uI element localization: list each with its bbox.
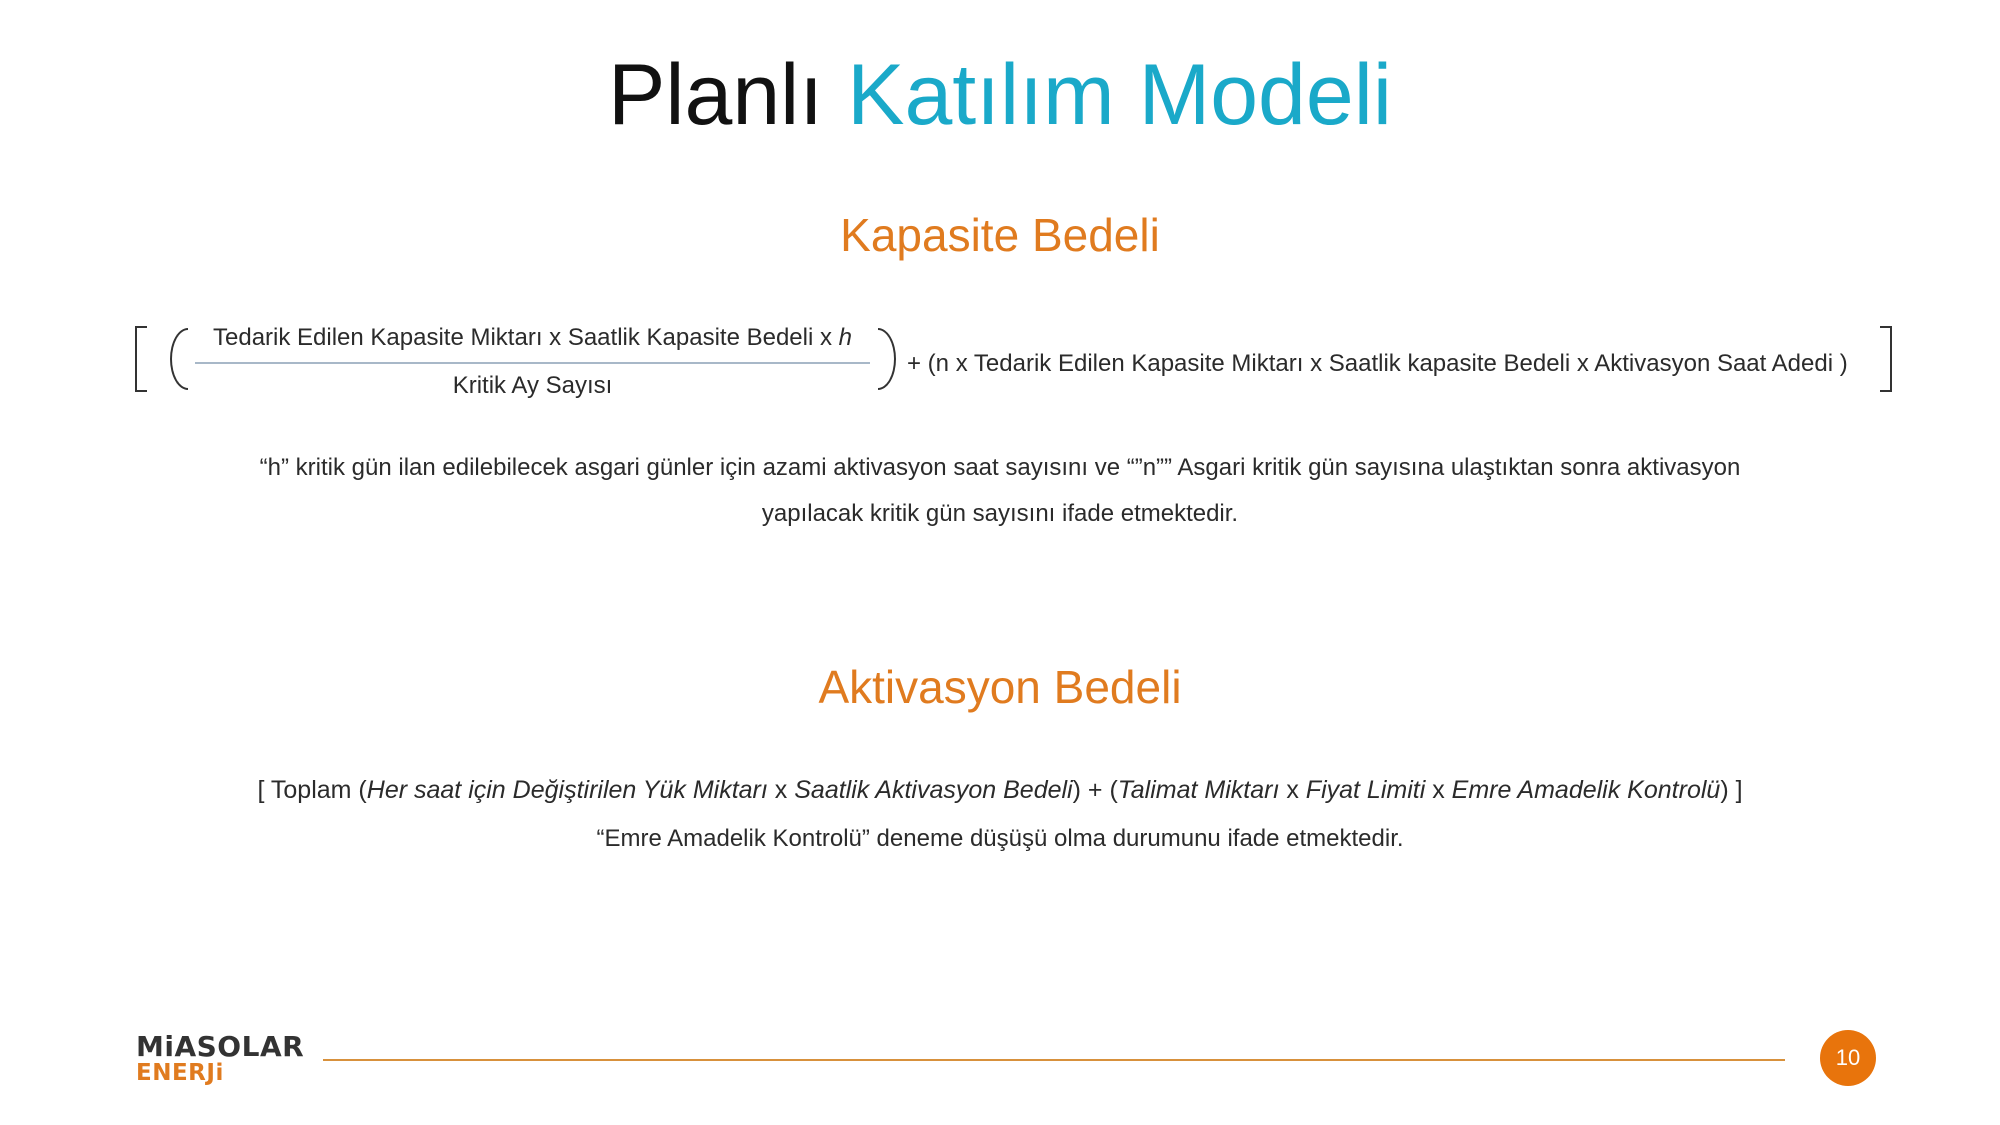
formula-left-bracket [135,326,147,392]
aktivasyon-heading: Aktivasyon Bedeli [818,661,1182,713]
kapasite-formula [135,318,1895,402]
formula-left-paren [170,328,188,390]
af-x2: x [1279,776,1306,804]
af-mid: ) + ( [1072,776,1118,804]
fraction-numerator [195,324,870,352]
fraction-denominator: Kritik Ay Sayısı [452,372,613,399]
page-title [0,47,2000,143]
fraction-line [195,362,870,364]
af-term5: Emre Amadelik Kontrolü [1451,776,1721,804]
kapasite-heading: Kapasite Bedeli [840,209,1160,261]
page-number-badge: 10 [1820,1030,1876,1086]
logo-bottom-text: ENERJi [136,1060,224,1086]
company-logo [136,1030,305,1086]
page-title-part2: Katılım Modeli [847,47,1392,143]
formula-rest: + (n x Tedarik Edilen Kapasite Miktarı x Saatlik kapasite Bedeli x Aktivasyon Saat Adedi ) [907,350,1848,377]
kapasite-note-line2: yapılacak kritik gün sayısını ifade etmektedir. [761,500,1239,527]
aktivasyon-note: “Emre Amadelik Kontrolü” deneme düşüşü olma durumunu ifade etmektedir. [596,825,1404,852]
af-term1: Her saat için Değiştirilen Yük Miktarı [366,776,768,804]
page-title-part1: Planlı [608,47,848,143]
numerator-variable: h [838,324,852,351]
logo-top-text: MiASOLAR [136,1030,305,1063]
af-x1: x [767,776,795,804]
numerator-text: Tedarik Edilen Kapasite Miktarı x Saatlik Kapasite Bedeli x [213,324,839,351]
formula-right-paren [878,328,896,390]
af-term4: Fiyat Limiti [1305,776,1426,804]
kapasite-note-line1: “h” kritik gün ilan edilebilecek asgari günler için azami aktivasyon saat sayısını ve “”n”” Asgari kritik gün sayısına ulaştıktan sonra aktivasyon [259,454,1741,481]
af-close: ) ] [1720,776,1743,804]
af-x3: x [1425,776,1452,804]
formula-right-bracket [1880,326,1892,392]
formula-fraction [195,318,870,402]
aktivasyon-formula [0,776,2000,805]
af-term2: Saatlik Aktivasyon Bedeli [794,776,1073,804]
footer-divider [323,1059,1785,1061]
af-open: [ Toplam ( [257,776,367,804]
af-term3: Talimat Miktarı [1117,776,1280,804]
kapasite-note [0,445,2000,537]
